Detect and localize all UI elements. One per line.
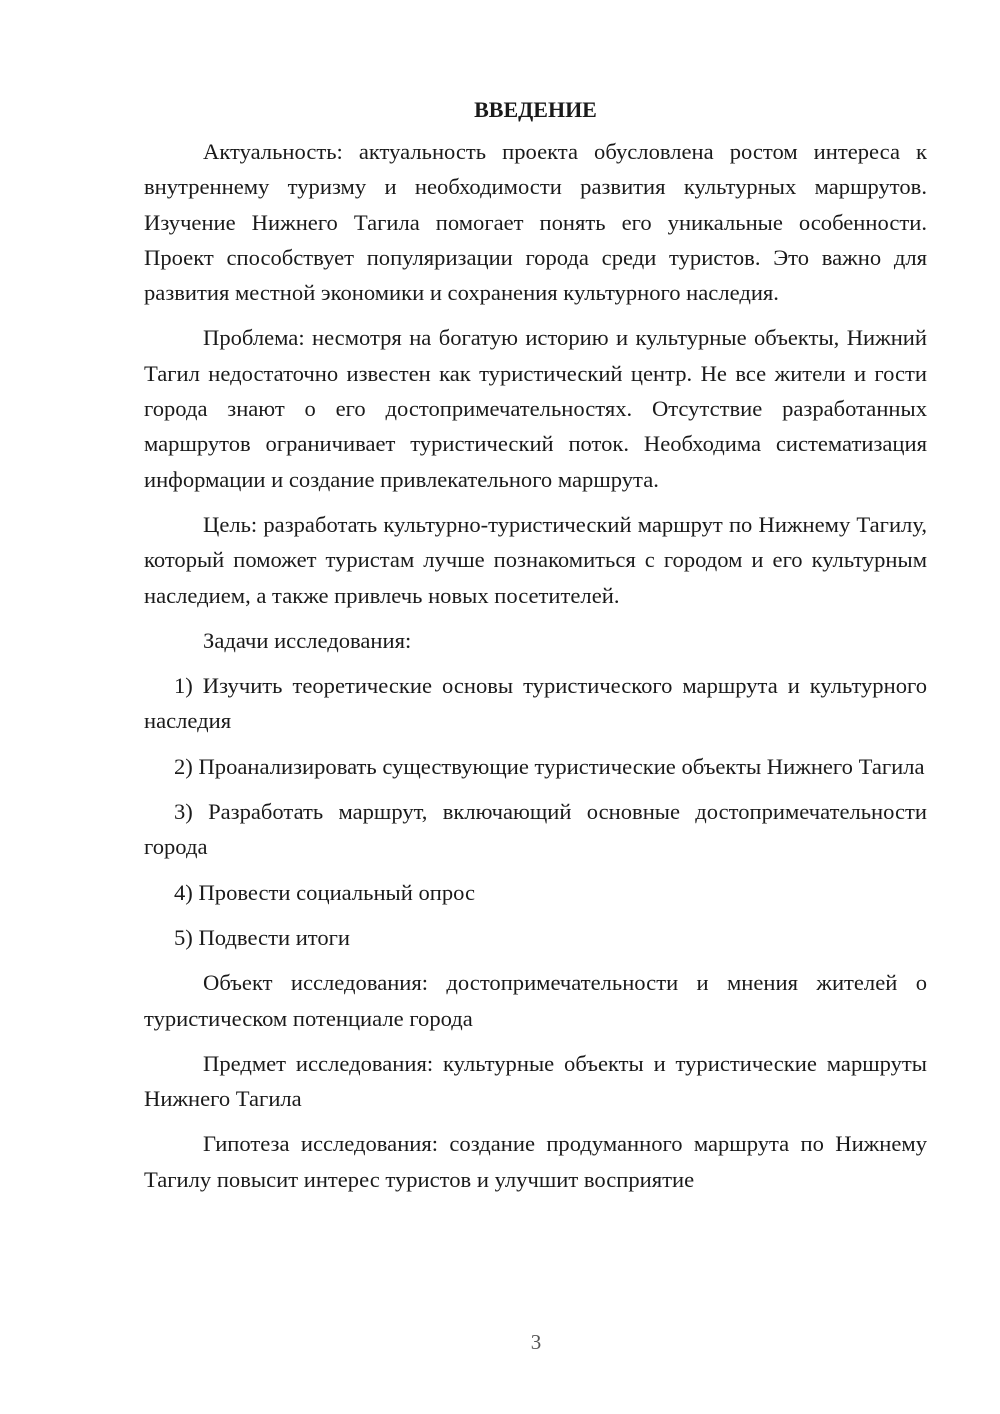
object-paragraph: Объект исследования: достопримечательности и мнения жителей о туристическом потенциале города	[144, 970, 927, 1031]
problem-paragraph: Проблема: несмотря на богатую историю и культурные объекты, Нижний Тагил недостаточно известен как туристический центр. Не все жители и гости города знают о его достопримечательностях. Отсутствие разработанных маршрутов ограничивает туристический поток. Необходима систематизация информации и создание привлекательного маршрута.	[144, 325, 927, 492]
relevance-paragraph: Актуальность: актуальность проекта обусловлена ростом интереса к внутреннему туризму и необходимости развития культурных маршрутов. Изучение Нижнего Тагила помогает понять его уникальные особенности. Проект способствует популяризации города среди туристов. Это важно для развития местной экономики и сохранения культурного наследия.	[144, 139, 927, 306]
goal-paragraph: Цель: разработать культурно-туристический маршрут по Нижнему Тагилу, который поможет туристам лучше познакомиться с городом и его культурным наследием, а также привлечь новых посетителей.	[144, 511, 927, 608]
subject-paragraph: Предмет исследования: культурные объекты и туристические маршруты Нижнего Тагила	[144, 1050, 927, 1112]
document-page	[144, 92, 927, 1197]
task-item-2: 2) Проанализировать существующие туристические объекты Нижнего Тагила	[174, 753, 925, 779]
task-item-5: 5) Подвести итоги	[174, 924, 351, 950]
hypothesis-paragraph: Гипотеза исследования: создание продуманного маршрута по Нижнему Тагилу повысит интерес туристов и улучшит восприятие	[144, 1131, 927, 1192]
task-item-1: 1) Изучить теоретические основы туристического маршрута и культурного наследия	[144, 673, 927, 734]
task-item-4: 4) Провести социальный опрос	[174, 879, 476, 905]
task-item-3: 3) Разработать маршрут, включающий основные достопримечательности города	[144, 799, 927, 860]
tasks-title: Задачи исследования:	[203, 627, 412, 653]
page-title: ВВЕДЕНИЕ	[474, 97, 597, 122]
page-number: 3	[530, 1330, 542, 1354]
